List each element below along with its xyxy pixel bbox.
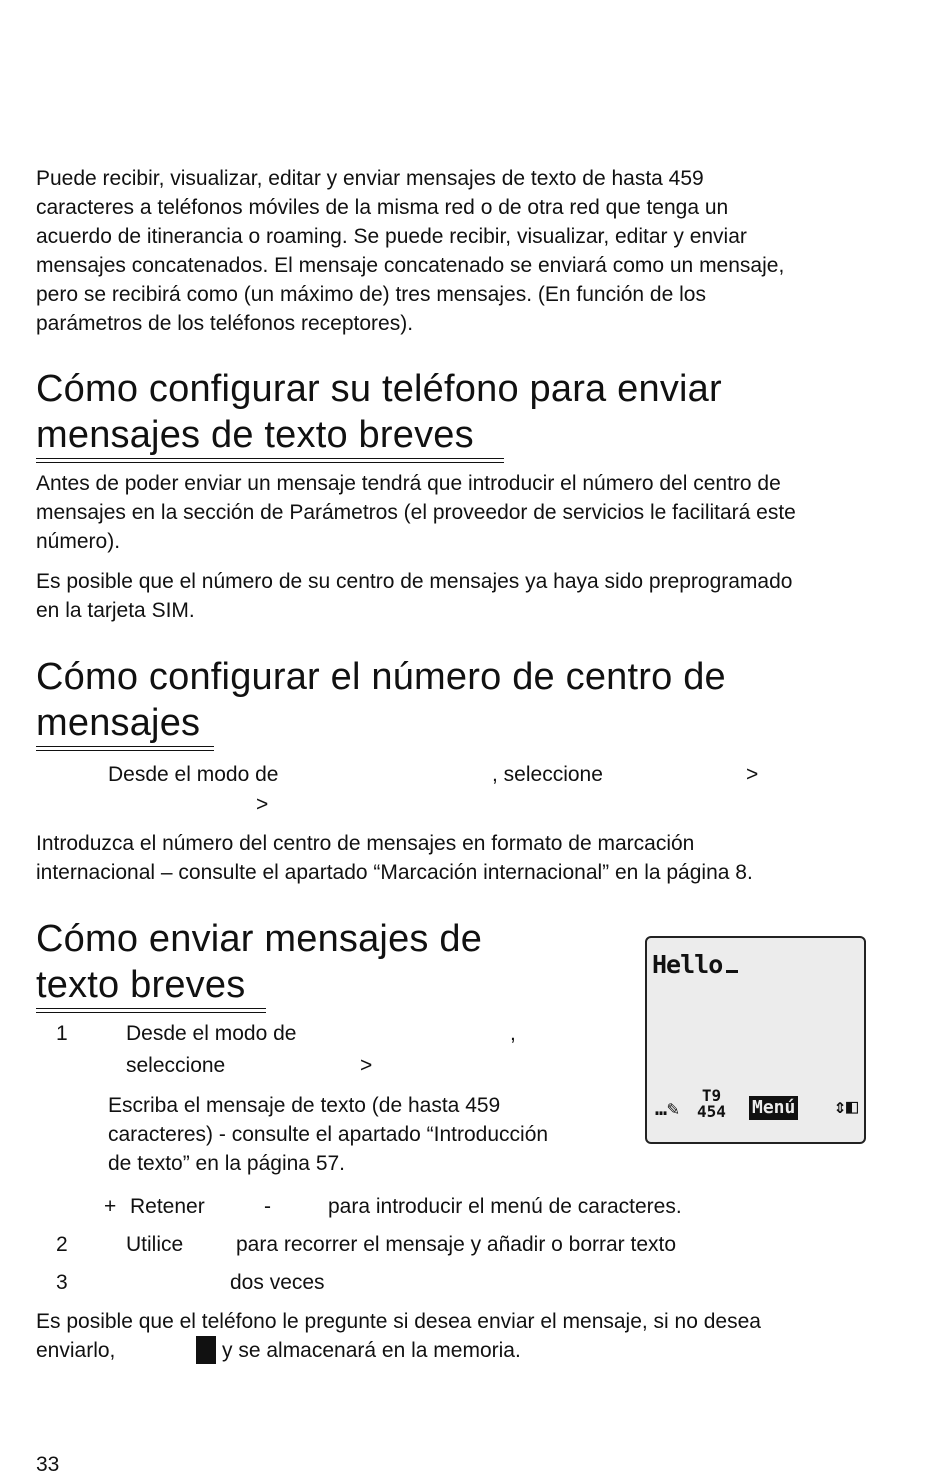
section3-heading-line2: texto breves: [36, 964, 246, 1006]
step-number: 2: [56, 1233, 68, 1256]
intro-line: parámetros de los teléfonos receptores).: [36, 312, 414, 335]
navigation-arrows-icon: ⇕◧: [833, 1094, 858, 1118]
section1-heading-line2: mensajes de texto breves: [36, 414, 474, 456]
section1-p1-line: mensajes en la sección de Parámetros (el proveedor de servicios le facilitará este: [36, 501, 796, 524]
step1-mode: Desde el modo de: [126, 1022, 297, 1045]
intro-line: Puede recibir, visualizar, editar y enviar mensajes de texto de hasta 459: [36, 167, 704, 190]
section3-heading-underline: [36, 1008, 266, 1013]
final-note-line2b: y se almacenará en la memoria.: [222, 1339, 521, 1362]
intro-line: acuerdo de itinerancia o roaming. Se puede recibir, visualizar, editar y enviar: [36, 225, 747, 248]
section2-heading-line1: Cómo configurar el número de centro de: [36, 656, 726, 698]
intro-line: mensajes concatenados. El mensaje concatenado se enviará como un mensaje,: [36, 254, 785, 277]
tip-plus: +: [104, 1195, 117, 1218]
intro-line: pero se recibirá como (un máximo de) tres mensajes. (En función de los: [36, 283, 706, 306]
t9-indicator: [697, 1088, 726, 1120]
write-message-paragraph: [108, 1091, 618, 1178]
write-line: Escriba el mensaje de texto (de hasta 459: [108, 1094, 501, 1117]
char-count: 454: [697, 1102, 726, 1121]
pencil-icon: …✎: [655, 1096, 680, 1120]
section1-paragraph2: [36, 567, 916, 625]
step2-text: para recorrer el mensaje y añadir o borrar texto: [236, 1233, 677, 1256]
section1-p2-line: en la tarjeta SIM.: [36, 599, 195, 622]
step3-text: dos veces: [230, 1271, 325, 1294]
step1-comma: ,: [510, 1022, 516, 1045]
write-line: caracteres) - consulte el apartado “Introducción: [108, 1123, 549, 1146]
tip-dash: -: [264, 1195, 271, 1218]
section1-paragraph1: [36, 469, 916, 556]
section2-heading-underline: [36, 746, 214, 751]
section2-step-select: , seleccione: [492, 763, 603, 786]
intro-line: caracteres a teléfonos móviles de la misma red o de otra red que tenga un: [36, 196, 729, 219]
step2-use: Utilice: [126, 1233, 184, 1256]
section2-step-mode: Desde el modo de: [108, 763, 279, 786]
t9-label: T9: [701, 1086, 722, 1105]
step1-select: seleccione: [126, 1054, 226, 1077]
tip-retener: Retener: [130, 1195, 205, 1218]
page-number: 33: [36, 1453, 60, 1476]
section1-p1-line: número).: [36, 530, 121, 553]
step1-arrow: >: [360, 1054, 373, 1077]
phone-message-text: Hello: [652, 950, 723, 979]
section1-heading-line1: Cómo configurar su teléfono para enviar: [36, 368, 722, 410]
write-line: de texto” en la página 57.: [108, 1152, 346, 1175]
final-note-line1: Es posible que el teléfono le pregunte si desea enviar el mensaje, si no desea: [36, 1310, 761, 1333]
step-number: 3: [56, 1271, 68, 1294]
section1-heading-underline: [36, 458, 504, 463]
softkey-block-icon: [196, 1336, 216, 1364]
intro-paragraph: [36, 164, 916, 338]
section2-heading-line2: mensajes: [36, 702, 201, 744]
section2-p-line: internacional – consulte el apartado “Marcación internacional” en la página 8.: [36, 861, 753, 884]
section2-step-arrow: >: [256, 793, 269, 816]
section2-step-arrow: >: [746, 763, 759, 786]
menu-softkey: Menú: [749, 1096, 798, 1120]
section2-p-line: Introduzca el número del centro de mensajes en formato de marcación: [36, 832, 695, 855]
phone-status-row: [653, 1086, 860, 1126]
section3-heading-line1: Cómo enviar mensajes de: [36, 918, 483, 960]
phone-display: [645, 936, 866, 1144]
section1-p1-line: Antes de poder enviar un mensaje tendrá que introducir el número del centro de: [36, 472, 781, 495]
tip-text: para introducir el menú de caracteres.: [328, 1195, 682, 1218]
step-number: 1: [56, 1022, 68, 1045]
section1-p2-line: Es posible que el número de su centro de mensajes ya haya sido preprogramado: [36, 570, 793, 593]
section2-paragraph: [36, 829, 916, 887]
text-cursor: [726, 970, 738, 973]
final-note-line2a: enviarlo,: [36, 1339, 116, 1362]
phone-message: [652, 950, 738, 979]
